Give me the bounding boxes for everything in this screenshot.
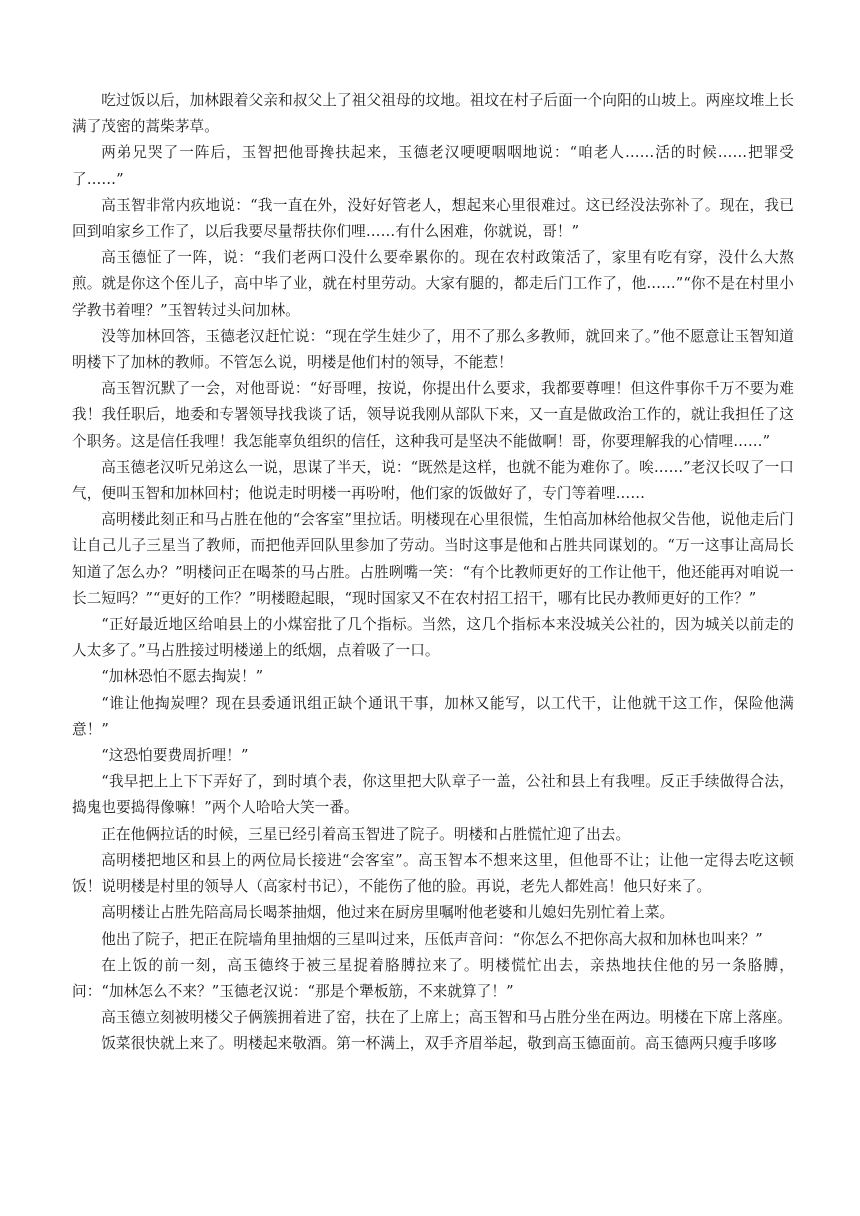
paragraph-15: 高明楼把地区和县上的两位局长接进“会客室”。高玉智本不想来这里，但他哥不让；让他一定得去吃这顿饭！说明楼是村里的领导人（高家村书记），不能伤了他的脸。再说，老先人都姓高！他只好来了。 [72, 851, 794, 896]
paragraph-14: 正在他俩拉话的时候，三星已经引着高玉智进了院子。明楼和占胜慌忙迎了出去。 [101, 825, 631, 843]
paragraph-20: 饭菜很快就上来了。明楼起来敬酒。第一杯满上，双手齐眉举起，敬到高玉德面前。高玉德两只瘦手哆哆 [101, 1035, 778, 1053]
paragraph-3: 高玉智非常内疚地说：“我一直在外，没好好管老人，想起来心里很难过。这已经没法弥补了。现在，我已回到咱家乡工作了，以后我要尽量帮扶你们哩……有什么困难，你就说，哥！” [72, 196, 794, 241]
paragraph-12: “这恐怕要费周折哩！” [101, 747, 249, 765]
paragraph-7: 高玉德老汉听兄弟这么一说，思谋了半天，说：“既然是这样，也就不能为难你了。唉……”老汉长叹了一口气，便叫玉智和加林回村；他说走时明楼一再吩咐，他们家的饭做好了，专门等着哩…… [72, 458, 794, 503]
paragraph-6: 高玉智沉默了一会，对他哥说：“好哥哩，按说，你提出什么要求，我都要尊哩！但这件事你千万不要为难我！我任职后，地委和专署领导找我谈了话，领导说我刚从部队下来，又一直是做政治工作的，就让我担任了这个职务。这是信任我哩！我怎能辜负组织的信任，这种我可是坚决不能做啊！哥，你要理解我的心情哩……” [72, 380, 794, 450]
paragraph-4: 高玉德怔了一阵，说：“我们老两口没什么要牵累你的。现在农村政策活了，家里有吃有穿，没什么大熬煎。就是你这个侄儿子，高中毕了业，就在村里劳动。大家有腿的，都走后门工作了，他……”“你不是在村里小学教书着哩？”玉智转过头问加林。 [72, 249, 794, 319]
paragraph-18: 在上饭的前一刻，高玉德终于被三星捉着胳膊拉来了。明楼慌忙出去，亲热地扶住他的另一条胳膊，问：“加林怎么不来？”玉德老汉说：“那是个犟板筋，不来就算了！” [72, 956, 794, 1000]
paragraph-11: “谁让他掏炭哩？现在县委通讯组正缺个通讯干事，加林又能写，以工代干，让他就干这工作，保险他满意！” [72, 694, 794, 738]
paragraph-19: 高玉德立刻被明楼父子俩簇拥着进了窑，扶在了上席上；高玉智和马占胜分坐在两边。明楼在下席上落座。 [101, 1009, 792, 1027]
paragraph-2: 两弟兄哭了一阵后，玉智把他哥搀扶起来，玉德老汉哽哽咽咽地说：“咱老人……活的时候……把罪受了……” [72, 144, 794, 188]
paragraph-8: 高明楼此刻正和马占胜在他的“会客室”里拉话。明楼现在心里很慌，生怕高加林给他叔父告他，说他走后门让自己儿子三星当了教师，而把他弄回队里参加了劳动。当时这事是他和占胜共同谋划的。“万一这事让高局长知道了怎么办？”明楼问正在喝茶的马占胜。占胜咧嘴一笑：“有个比教师更好的工作让他干，他还能再对咱说一长二短吗？”“更好的工作？”明楼瞪起眼，“现时国家又不在农村招工招干，哪有比民办教师更好的工作？” [72, 511, 794, 607]
paragraph-17: 他出了院子，把正在院墙角里抽烟的三星叫过来，压低声音问：“你怎么不把你高大叔和加林也叫来？” [101, 930, 763, 948]
paragraph-10: “加林恐怕不愿去掏炭！” [101, 668, 264, 686]
paragraph-13: “我早把上上下下弄好了，到时填个表，你这里把大队章子一盖，公社和县上有我哩。反正手续做得合法，捣鬼也要捣得像嘛！”两个人哈哈大笑一番。 [72, 773, 794, 817]
paragraph-1: 吃过饭以后，加林跟着父亲和叔父上了祖父祖母的坟地。祖坟在村子后面一个向阳的山坡上。两座坟堆上长满了茂密的蒿柴茅草。 [72, 92, 794, 136]
document-body [72, 88, 794, 1058]
paragraph-16: 高明楼让占胜先陪高局长喝茶抽烟，他过来在厨房里嘱咐他老婆和儿媳妇先别忙着上菜。 [101, 904, 675, 922]
paragraph-5: 没等加林回答，玉德老汉赶忙说：“现在学生娃少了，用不了那么多教师，就回来了。”他不愿意让玉智知道明楼下了加林的教师。不管怎么说，明楼是他们村的领导，不能惹！ [72, 327, 794, 372]
paragraph-9: “正好最近地区给咱县上的小煤窑批了几个指标。当然，这几个指标本来没城关公社的，因为城关以前走的人太多了。”马占胜接过明楼递上的纸烟，点着吸了一口。 [72, 616, 794, 660]
